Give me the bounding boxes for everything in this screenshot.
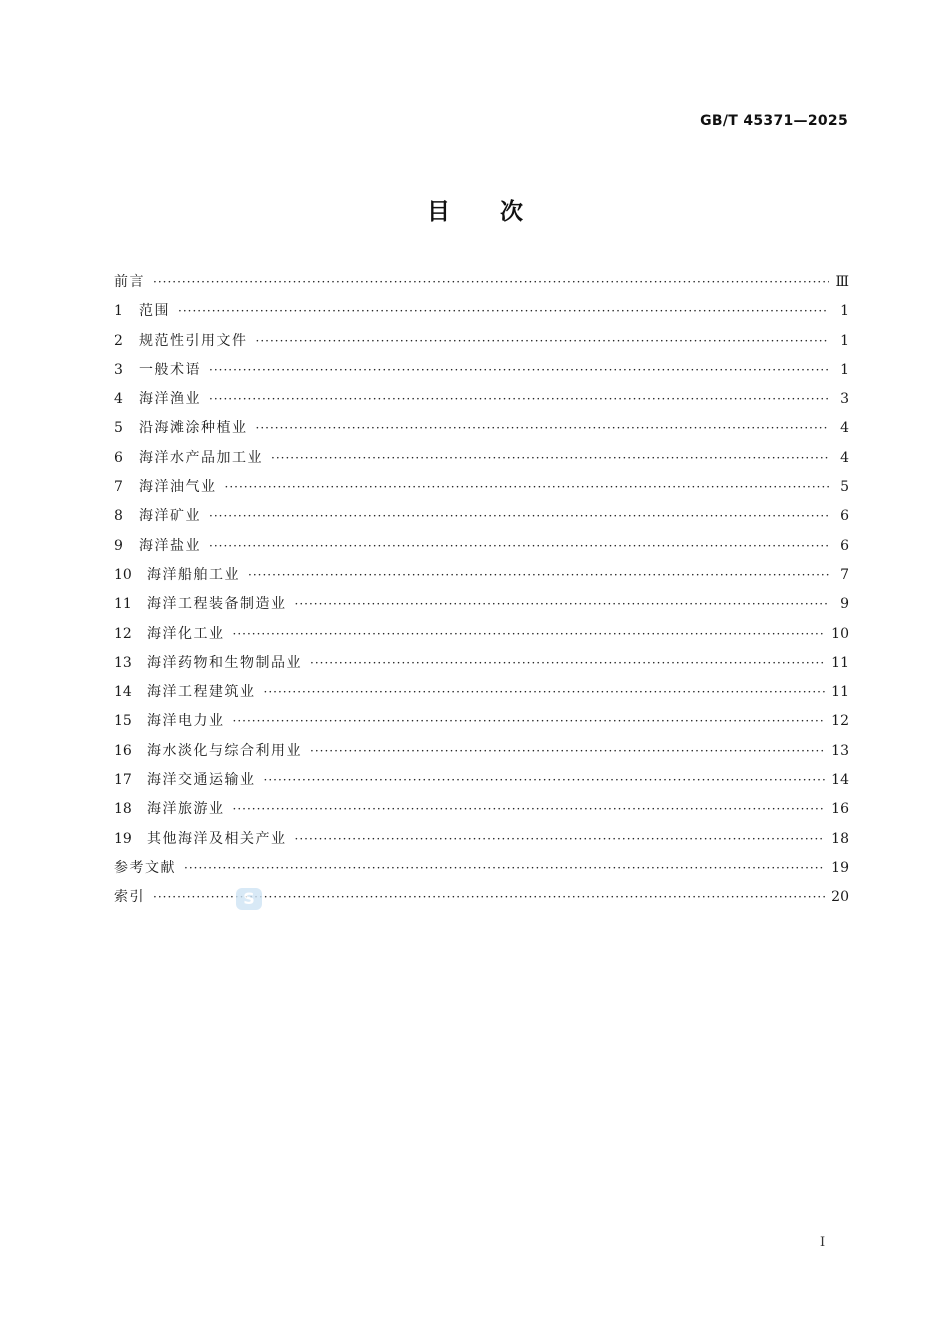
toc-entry-number: 18 [114, 801, 132, 818]
toc-entry-number: 12 [114, 625, 132, 642]
toc-entry-page: 1 [840, 332, 849, 349]
toc-entry-number: 9 [114, 537, 123, 554]
toc-entry-page: 4 [840, 420, 849, 437]
toc-entry[interactable] [114, 300, 849, 329]
dot-leader [248, 568, 829, 582]
dot-leader [295, 597, 830, 611]
toc-entry-label: 海洋渔业 [139, 391, 201, 408]
toc-entry-label: 海洋旅游业 [147, 801, 225, 818]
toc-entry-page: 6 [840, 537, 849, 554]
toc-entry-page: 13 [831, 742, 849, 759]
toc-entry-number: 10 [114, 566, 132, 583]
toc-entry[interactable] [114, 476, 849, 505]
toc-entry-label: 海洋油气业 [139, 479, 217, 496]
toc-entry[interactable] [114, 564, 849, 593]
dot-leader [209, 509, 829, 523]
toc-entry[interactable] [114, 828, 849, 857]
toc-entry[interactable] [114, 417, 849, 446]
dot-leader [225, 480, 830, 494]
toc-entry[interactable] [114, 447, 849, 476]
toc-entry-page: 20 [831, 889, 849, 906]
dot-leader [264, 773, 826, 787]
toc-entry[interactable] [114, 535, 849, 564]
toc-entry-page: 14 [831, 772, 849, 789]
toc-entry[interactable] [114, 623, 849, 652]
dot-leader [184, 861, 825, 875]
toc-entry-label: 海洋船舶工业 [147, 566, 240, 583]
dot-leader [271, 451, 829, 465]
toc-entry-number: 15 [114, 713, 132, 730]
dot-leader [178, 304, 829, 318]
toc-entry-number: 8 [114, 508, 123, 525]
dot-leader [233, 714, 826, 728]
toc-entry[interactable] [114, 798, 849, 827]
dot-leader [256, 334, 830, 348]
toc-entry-page: 6 [840, 508, 849, 525]
toc-entry[interactable] [114, 330, 849, 359]
dot-leader [264, 685, 826, 699]
toc-entry-label: 海洋工程装备制造业 [147, 596, 287, 613]
toc-entry-label: 范围 [139, 303, 170, 320]
toc-entry-page: 7 [840, 566, 849, 583]
toc-entry-number: 17 [114, 772, 132, 789]
toc-entry-number: 3 [114, 361, 123, 378]
dot-leader [209, 539, 829, 553]
toc-entry-number: 5 [114, 420, 123, 437]
toc-entry-label: 前言 [114, 274, 145, 290]
toc-entry[interactable] [114, 710, 849, 739]
toc-entry-label: 海洋水产品加工业 [139, 449, 263, 466]
toc-entry-label: 海洋工程建筑业 [147, 684, 256, 701]
toc-entry-label: 海水淡化与综合利用业 [147, 742, 302, 759]
title-char-1: 目 [427, 199, 450, 225]
dot-leader [209, 392, 829, 406]
toc-entry-number: 2 [114, 332, 123, 349]
dot-leader [209, 363, 829, 377]
dot-leader [233, 627, 826, 641]
toc-entry-label: 海洋矿业 [139, 508, 201, 525]
toc-entry-page: 10 [831, 625, 849, 642]
toc-entry-page: 4 [840, 449, 849, 466]
dot-leader [310, 744, 825, 758]
toc-entry-number: 13 [114, 654, 132, 671]
title-char-2: 次 [500, 199, 523, 225]
toc-entry-page: 18 [831, 830, 849, 847]
toc-entry-label: 规范性引用文件 [139, 332, 248, 349]
toc-entry[interactable] [114, 857, 849, 886]
toc-entry-number: 7 [114, 479, 123, 496]
toc-entry[interactable] [114, 271, 849, 300]
toc-entry-page: 9 [840, 596, 849, 613]
toc-entry-number: 19 [114, 830, 132, 847]
toc-entry[interactable] [114, 681, 849, 710]
toc-entry[interactable] [114, 359, 849, 388]
toc-entry-label: 沿海滩涂种植业 [139, 420, 248, 437]
toc-entry-page: 11 [831, 654, 849, 671]
toc-entry-label: 海洋电力业 [147, 713, 225, 730]
toc-entry[interactable] [114, 652, 849, 681]
toc-entry[interactable] [114, 593, 849, 622]
toc-entry-label: 海洋化工业 [147, 625, 225, 642]
toc-entry-number: 14 [114, 684, 132, 701]
toc-entry-page: 12 [831, 713, 849, 730]
toc-entry[interactable] [114, 388, 849, 417]
toc-entry[interactable] [114, 505, 849, 534]
dot-leader [233, 802, 826, 816]
toc-entry-label: 索引 [114, 889, 145, 906]
toc-entry-page: 5 [840, 479, 849, 496]
toc-entry-label: 参考文献 [114, 859, 176, 876]
page-title [0, 193, 950, 226]
toc-entry-number: 6 [114, 449, 123, 466]
toc-entry-page: 3 [840, 391, 849, 408]
dot-leader [153, 275, 829, 289]
watermark-logo [236, 888, 262, 910]
standard-code: GB/T 45371—2025 [700, 113, 848, 129]
toc-entry-page: 16 [831, 801, 849, 818]
watermark-glyph: S [243, 889, 255, 908]
toc-entry-number: 1 [114, 303, 123, 320]
toc-entry[interactable] [114, 886, 849, 915]
toc-entry-label: 其他海洋及相关产业 [147, 830, 287, 847]
dot-leader [295, 832, 826, 846]
dot-leader [256, 421, 830, 435]
toc-entry-page: 1 [840, 361, 849, 378]
toc-entry-label: 一般术语 [139, 361, 201, 378]
toc-entry-label: 海洋药物和生物制品业 [147, 654, 302, 671]
toc-entry-page: 11 [831, 684, 849, 701]
toc-entry-label: 海洋交通运输业 [147, 772, 256, 789]
toc-entry-number: 11 [114, 596, 132, 613]
toc-entry-number: 16 [114, 742, 132, 759]
toc-entry[interactable] [114, 769, 849, 798]
toc-entry-number: 4 [114, 391, 123, 408]
footer-page-number: I [820, 1235, 826, 1250]
dot-leader [310, 656, 825, 670]
toc-entry-label: 海洋盐业 [139, 537, 201, 554]
table-of-contents [114, 271, 849, 916]
toc-entry-page: 19 [831, 859, 849, 876]
toc-entry-page: Ⅲ [835, 274, 849, 290]
toc-entry-page: 1 [840, 303, 849, 320]
toc-entry[interactable] [114, 740, 849, 769]
